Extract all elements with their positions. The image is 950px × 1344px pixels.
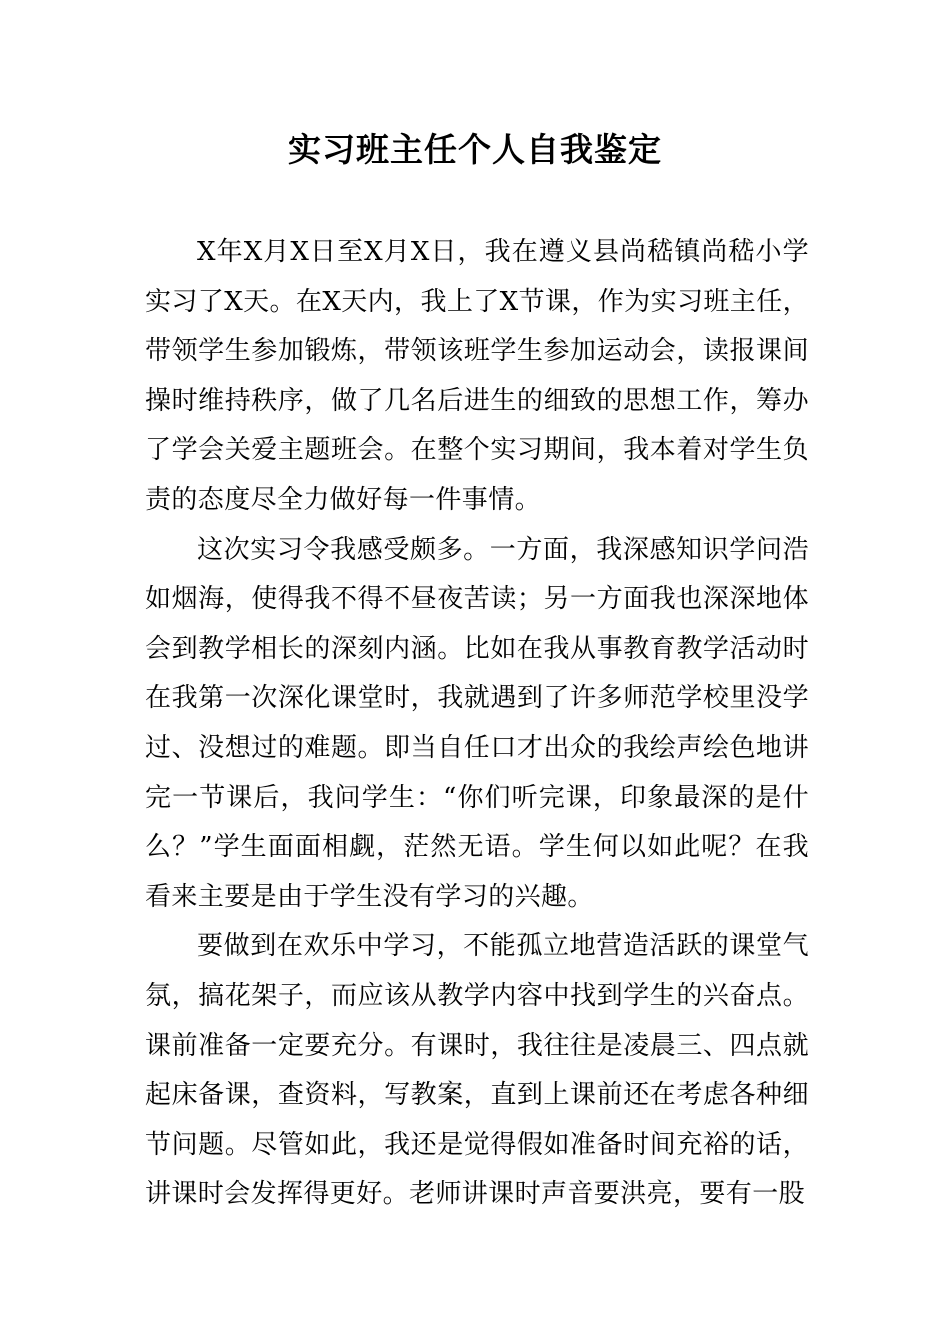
paragraph-2: 这次实习令我感受颇多。一方面，我深感知识学问浩如烟海，使得我不得不昼夜苦读；另一方面我也深深地体会到教学相长的深刻内涵。比如在我从事教育教学活动时在我第一次深化课堂时，我就遇到了许多师范学校里没学过、没想过的难题。即当自任口才出众的我绘声绘色地讲完一节课后，我问学生：“你们听完课，印象最深的是什么？”学生面面相觑，茫然无语。学生何以如此呢？在我看来主要是由于学生没有学习的兴趣。 xyxy=(145,534,809,912)
document-title: 实习班主任个人自我鉴定 xyxy=(288,130,662,169)
paragraph-1: X年X月X日至X月X日，我在遵义县尚嵇镇尚嵇小学实习了X天。在X天内，我上了X节课，作为实习班主任，带领学生参加锻炼，带领该班学生参加运动会，读报课间操时维持秩序，做了几名后进生的细致的思想工作，筹办了学会关爱主题班会。在整个实习期间，我本着对学生负责的态度尽全力做好每一件事情。 xyxy=(145,237,809,515)
document-body xyxy=(145,228,809,1220)
paragraph-3: 要做到在欢乐中学习，不能孤立地营造活跃的课堂气氛，搞花架子，而应该从教学内容中找到学生的兴奋点。课前准备一定要充分。有课时，我往往是凌晨三、四点就起床备课，查资料，写教案，直到上课前还在考虑各种细节问题。尽管如此，我还是觉得假如准备时间充裕的话，讲课时会发挥得更好。老师讲课时声音要洪亮，要有一股 xyxy=(145,931,809,1210)
